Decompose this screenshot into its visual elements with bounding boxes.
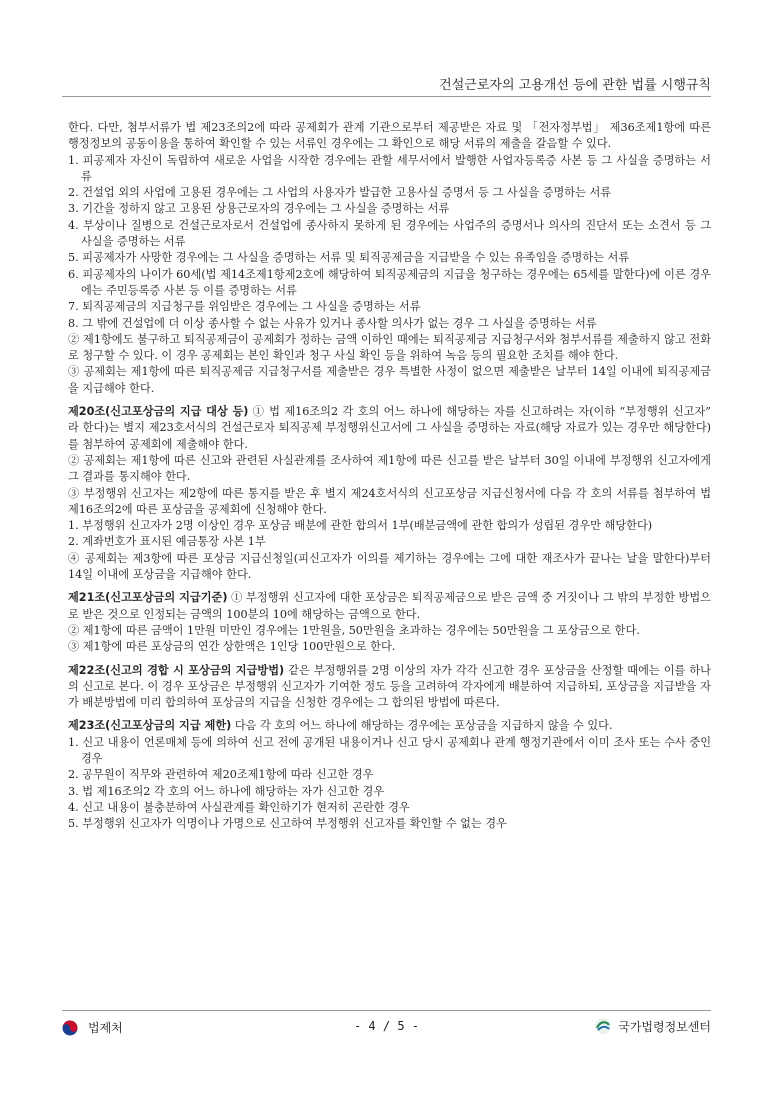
paragraph: ② 제1항에 따른 금액이 1만원 미만인 경우에는 1만원을, 50만원을 초과하는 경우에는 50만원을 그 포상금으로 한다. bbox=[68, 623, 640, 637]
list-item: 5. 피공제자가 사망한 경우에는 그 사실을 증명하는 서류 및 퇴직공제금을 지급받을 수 있는 유족임을 증명하는 서류 bbox=[68, 251, 630, 265]
article-21: 제21조(신고포상금의 지급기준) ① 부정행위 신고자에 대한 포상금은 퇴직공제금으로 받은 금액 중 거짓이나 그 밖의 부정한 방법으로 받은 것으로 인정되는 금액의 100분의 10에 해당하는 금액으로 한다. bbox=[68, 591, 711, 621]
footer-center-name: 국가법령정보센터 bbox=[618, 1019, 711, 1034]
article-23: 제23조(신고포상금의 지급 제한) 다음 각 호의 어느 하나에 해당하는 경우에는 포상금을 지급하지 않을 수 있다. bbox=[68, 719, 613, 733]
list-item: 1. 부정행위 신고자가 2명 이상인 경우 포상금 배분에 관한 합의서 1부(배분금액에 관한 합의가 성립된 경우만 해당한다) bbox=[68, 519, 653, 533]
footer-right bbox=[594, 1017, 711, 1035]
article-title: 제20조(신고포상금의 지급 대상 등) bbox=[68, 405, 249, 419]
paragraph: ③ 제1항에 따른 포상금의 연간 상한액은 1인당 100만원으로 한다. bbox=[68, 640, 396, 654]
paragraph: ③ 공제회는 제1항에 따른 퇴직공제금 지급청구서를 제출받은 경우 특별한 사정이 없으면 제출받은 날부터 14일 이내에 퇴직공제금을 지급해야 한다. bbox=[68, 365, 711, 395]
law-center-logo-icon bbox=[594, 1017, 612, 1035]
article-title: 제21조(신고포상금의 지급기준) bbox=[68, 591, 228, 605]
paragraph: ② 제1항에도 불구하고 퇴직공제금이 공제회가 정하는 금액 이하인 때에는 퇴직공제금 지급청구서와 첨부서류를 제출하지 않고 전화로 청구할 수 있다. 이 경우 공제회는 본인 확인과 청구 사실 확인 등을 위하여 녹음 등의 필요한 조치를 해야 한다. bbox=[68, 332, 711, 363]
article-title: 제23조(신고포상금의 지급 제한) bbox=[68, 719, 232, 733]
list-item: 2. 건설업 외의 사업에 고용된 경우에는 그 사업의 사용자가 발급한 고용사실 증명서 등 그 사실을 증명하는 서류 bbox=[68, 186, 612, 200]
document-body bbox=[68, 120, 711, 832]
footer-org: 법제처 bbox=[88, 1021, 123, 1035]
list-item: 4. 부상이나 질병으로 건설근로자로서 건설업에 종사하지 못하게 된 경우에는 사업주의 증명서나 의사의 진단서 또는 소견서 등 그 사실을 증명하는 서류 bbox=[68, 218, 711, 249]
article-20: 제20조(신고포상금의 지급 대상 등) ① 법 제16조의2 각 호의 어느 하나에 해당하는 자를 신고하려는 자(이하 “부정행위 신고자” 라 한다)는 별지 제23호서식의 건설근로자 퇴직공제 부정행위신고서에 그 사실을 증명하는 자료(해당 자료가 있는 경우만 해당한다)를 첨부하여 공제회에 제출해야 한다. bbox=[68, 405, 711, 451]
list-item: 2. 공무원이 직무와 관련하여 제20조제1항에 따라 신고한 경우 bbox=[68, 768, 374, 782]
list-item: 1. 신고 내용이 언론매체 등에 의하여 신고 전에 공개된 내용이거나 신고 당시 공제회나 관계 행정기관에서 이미 조사 또는 수사 중인 경우 bbox=[68, 735, 711, 765]
list-item: 2. 계좌번호가 표시된 예금통장 사본 1부 bbox=[68, 535, 266, 549]
paragraph: ③ 부정행위 신고자는 제2항에 따른 통지를 받은 후 별지 제24호서식의 신고포상금 지급신청서에 다음 각 호의 서류를 첨부하여 법 제16조의2에 따른 포상금을 공제회에 신청해야 한다. bbox=[68, 486, 711, 516]
paragraph: 한다. 다만, 첨부서류가 법 제23조의2에 따라 공제회가 관계 기관으로부터 제공받은 자료 및 「전자정부법」 제36조제1항에 따른 행정정보의 공동이용을 통하여 확인할 수 있는 서류인 경우에는 그 확인으로 해당 서류의 제출을 갈음할 수 있다. bbox=[68, 121, 711, 151]
list-item: 5. 부정행위 신고자가 익명이나 가명으로 신고하여 부정행위 신고자를 확인할 수 없는 경우 bbox=[68, 817, 507, 831]
header-title: 건설근로자의 고용개선 등에 관한 법률 시행규칙 bbox=[439, 78, 711, 93]
article-22: 제22조(신고의 경합 시 포상금의 지급방법) 같은 부정행위를 2명 이상의 자가 각각 신고한 경우 포상금을 산정할 때에는 이를 하나의 신고로 본다. 이 경우 포상금은 부정행위 신고자가 기여한 정도 등을 고려하여 각자에게 배분하여 지급하되, 포상금을 지급받을 자가 배분방법에 미리 합의하여 포상금의 지급을 신청한 경우에는 그 합의된 방법에 따른다. bbox=[68, 663, 711, 710]
list-item: 8. 그 밖에 건설업에 더 이상 종사할 수 없는 사유가 있거나 종사할 의사가 없는 경우 그 사실을 증명하는 서류 bbox=[68, 316, 597, 330]
list-item: 4. 신고 내용이 불충분하여 사실관계를 확인하기가 현저히 곤란한 경우 bbox=[68, 800, 410, 814]
list-item: 7. 퇴직공제금의 지급청구를 위임받은 경우에는 그 사실을 증명하는 서류 bbox=[68, 300, 421, 314]
page-header bbox=[62, 72, 711, 97]
article-title: 제22조(신고의 경합 시 포상금의 지급방법) bbox=[68, 663, 285, 677]
list-item: 3. 법 제16조의2 각 호의 어느 하나에 해당하는 자가 신고한 경우 bbox=[68, 784, 385, 798]
page-footer bbox=[62, 1010, 711, 1039]
page-number: - 4 / 5 - bbox=[353, 1019, 420, 1033]
paragraph: ② 공제회는 제1항에 따른 신고와 관련된 사실관계를 조사하여 제1항에 따른 신고를 받은 날부터 30일 이내에 부정행위 신고자에게 그 결과를 통지해야 한다. bbox=[68, 453, 711, 484]
list-item: 6. 피공제자의 나이가 60세(법 제14조제1항제2호에 해당하여 퇴직공제금의 지급을 청구하는 경우에는 65세를 말한다)에 이른 경우에는 주민등록증 사본 등 이를 증명하는 서류 bbox=[68, 267, 711, 297]
list-item: 3. 기간을 정하지 않고 고용된 상용근로자의 경우에는 그 사실을 증명하는 서류 bbox=[68, 202, 450, 216]
paragraph: ④ 공제회는 제3항에 따른 포상금 지급신청일(피신고자가 이의를 제기하는 경우에는 그에 대한 재조사가 끝나는 날을 말한다)부터 14일 이내에 포상금을 지급해야 한다. bbox=[68, 551, 711, 582]
list-item: 1. 피공제자 자신이 독립하여 새로운 사업을 시작한 경우에는 관할 세무서에서 발행한 사업자등록증 사본 등 그 사실을 증명하는 서류 bbox=[68, 153, 711, 183]
